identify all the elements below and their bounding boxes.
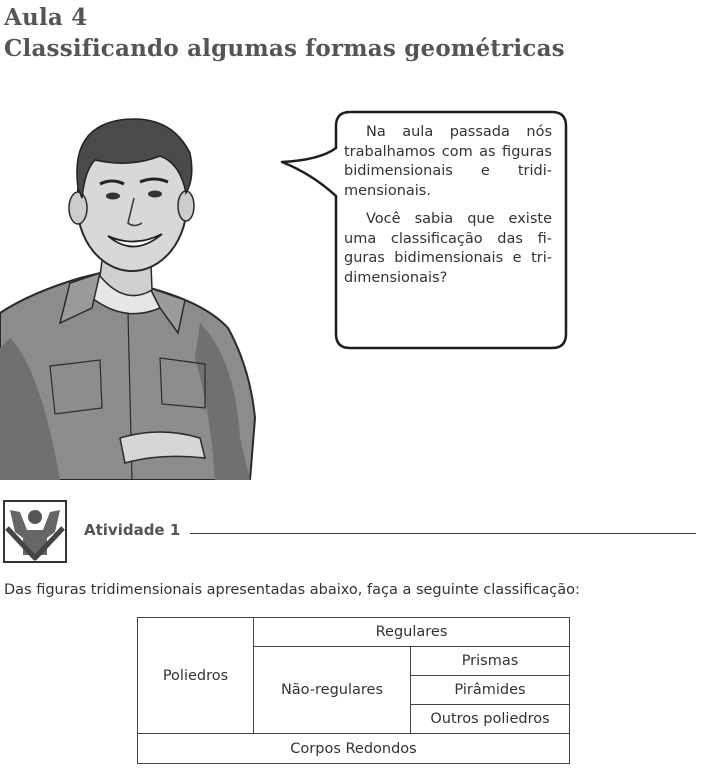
cell-poliedros: Poliedros <box>138 618 254 734</box>
person-arms-raised-icon <box>3 500 67 563</box>
cell-corpos-redondos: Corpos Redondos <box>138 734 570 764</box>
cell-outros-poliedros: Outros poliedros <box>411 705 570 734</box>
cell-piramides: Pirâmides <box>411 676 570 705</box>
cell-nao-regulares: Não-regulares <box>254 647 411 734</box>
lesson-number: Aula 4 <box>4 4 88 31</box>
activity-title: Atividade 1 <box>84 521 181 539</box>
bubble-paragraph: Na aula passada nós trabalhamos com as figuras bidimensionais e tridimensionais. <box>344 124 552 199</box>
classification-table <box>137 617 570 764</box>
activity-instruction: Das figuras tridimensionais apresentadas abaixo, faça a seguinte classificação: <box>4 582 580 598</box>
activity-divider <box>190 533 696 534</box>
bubble-paragraph: Você sabia que existe uma classificação das figuras bidimensionais e tridimensionais? <box>344 211 552 286</box>
lesson-title: Classificando algumas formas geométricas <box>4 35 565 62</box>
teacher-illustration <box>0 108 265 480</box>
speech-bubble-text <box>344 123 552 297</box>
cell-prismas: Prismas <box>411 647 570 676</box>
cell-regulares: Regulares <box>254 618 570 647</box>
